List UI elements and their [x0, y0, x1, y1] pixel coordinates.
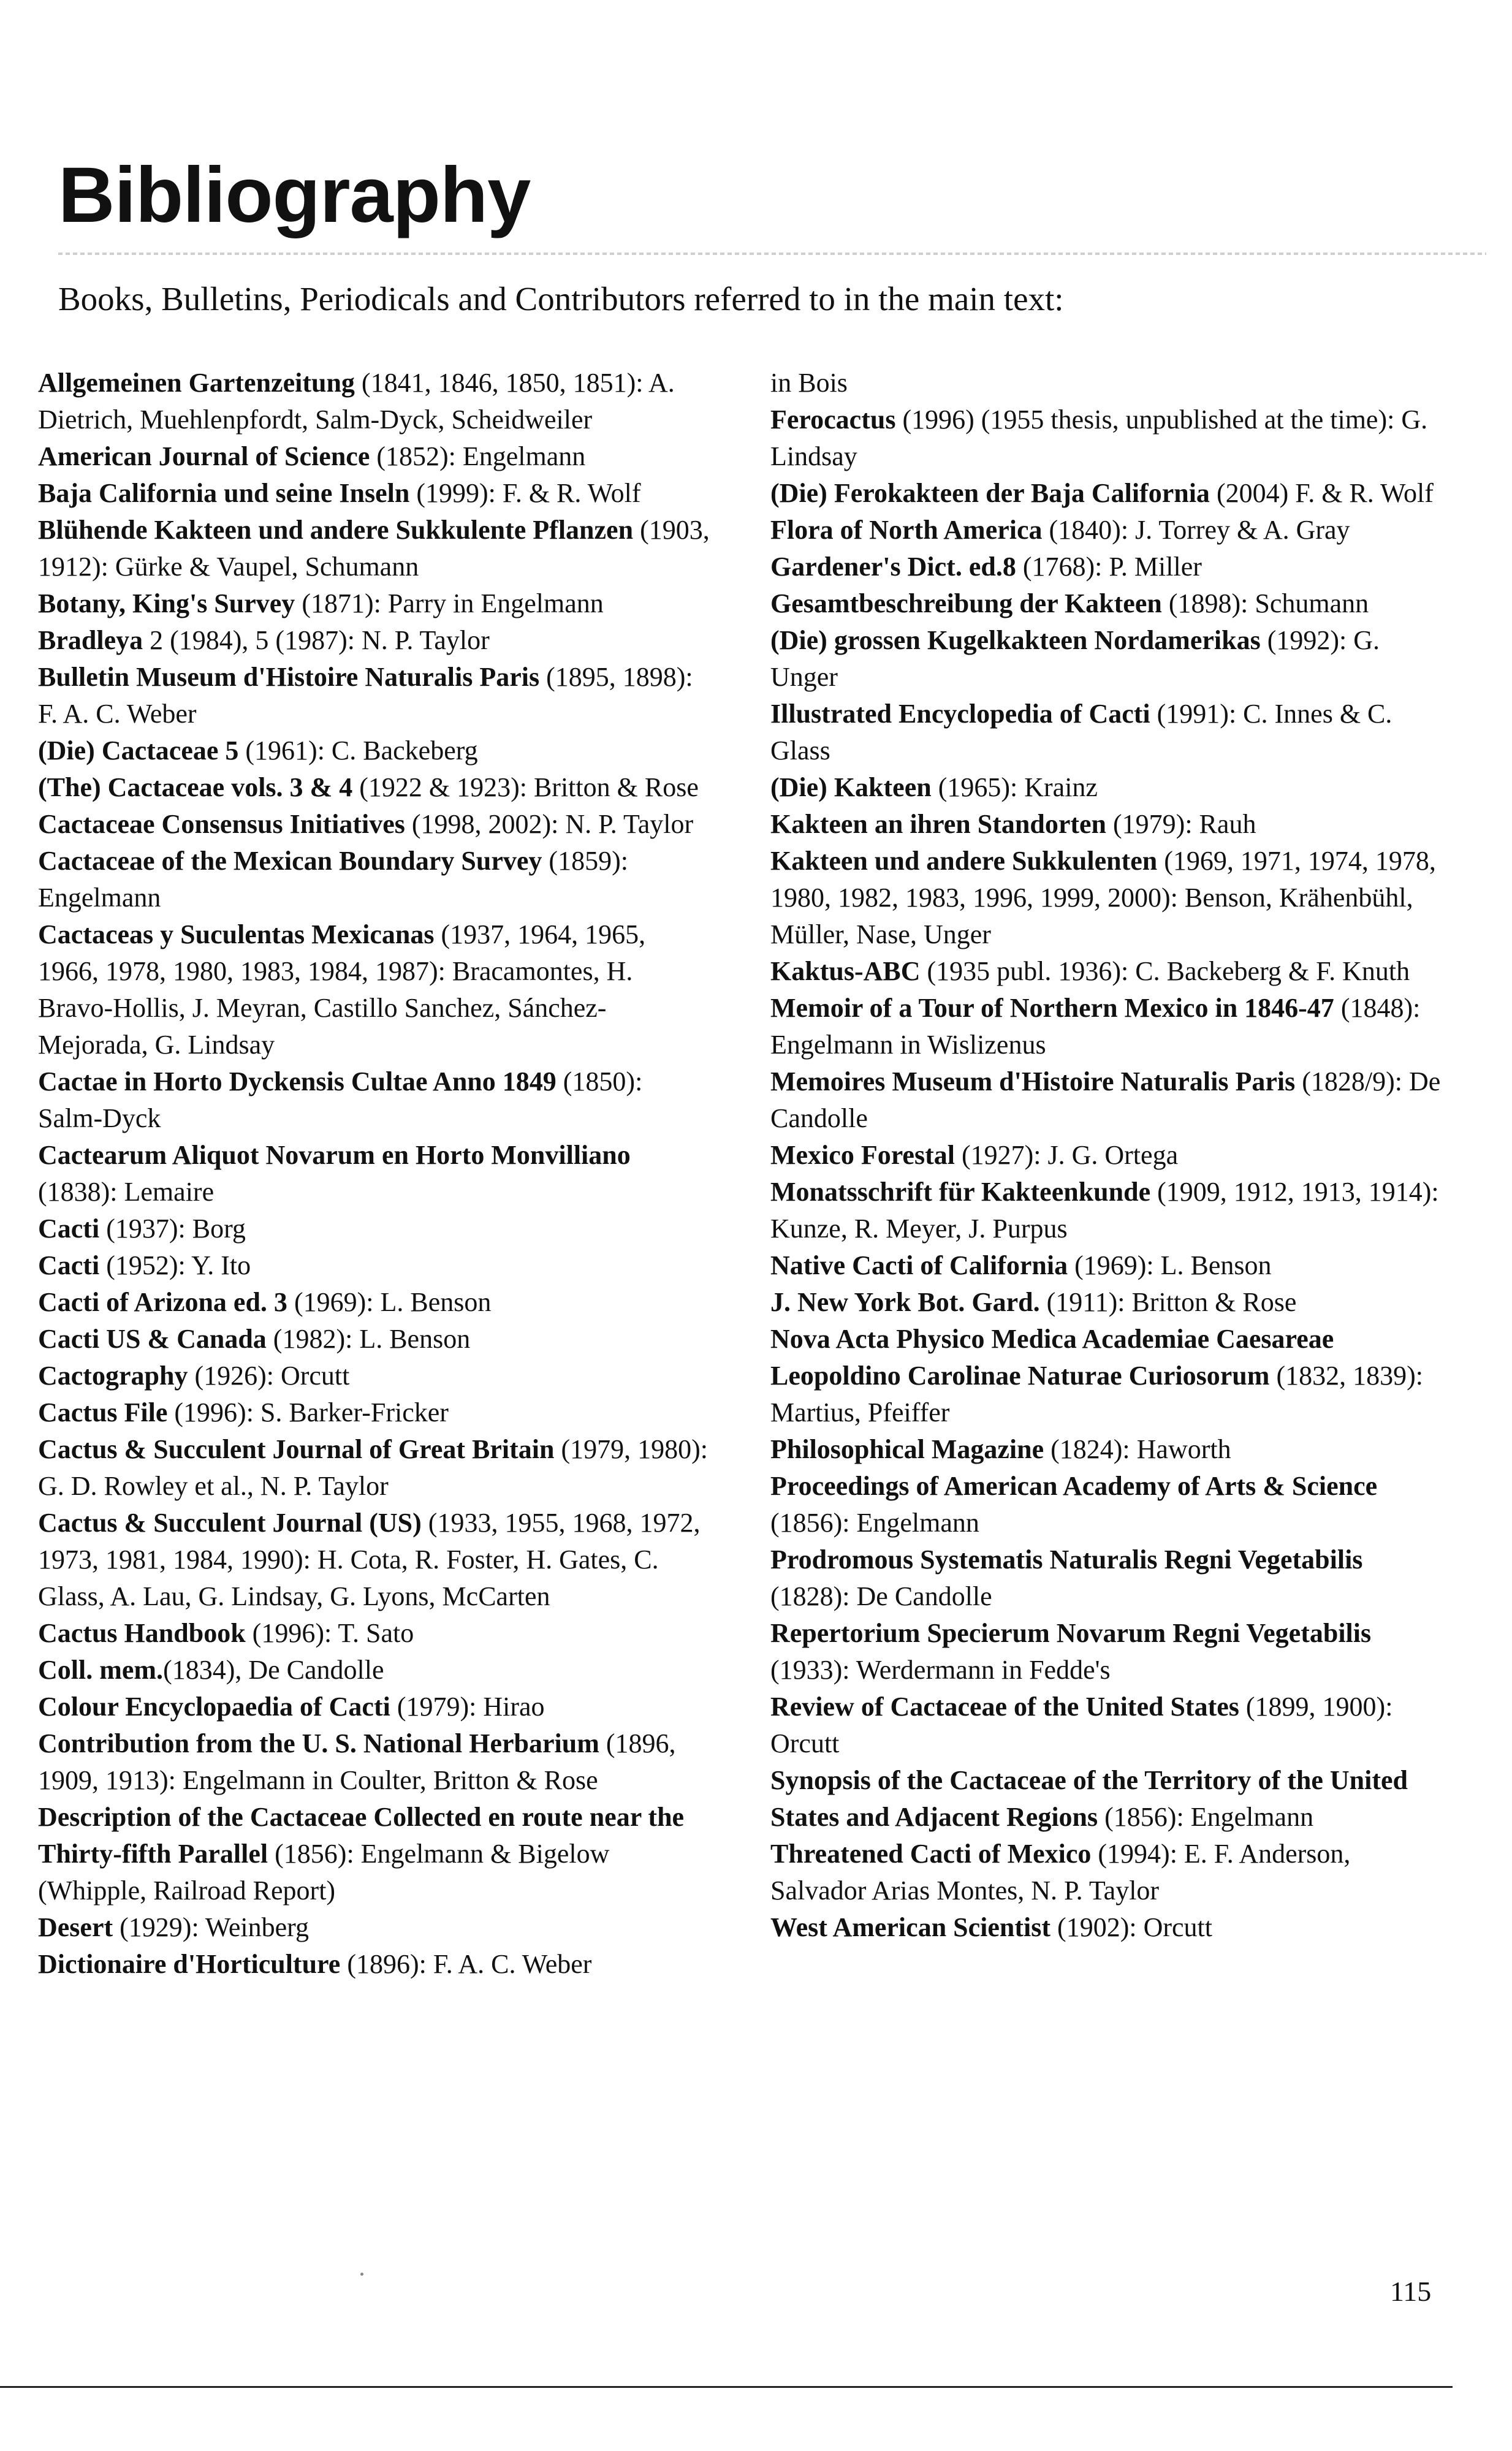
entry-title: Allgemeinen Gartenzeitung [38, 368, 355, 398]
entry-title: Cactae in Horto Dyckensis Cultae Anno 1849 [38, 1066, 557, 1096]
entry-details: (1852): Engelmann [370, 441, 586, 471]
entry-details: (1933, 1955, 1968, 1972, 1973, 1981, 1984, 1990): H. Cota, R. Foster, H. Gates, C. Glass, A. Lau, G. Lindsay, G. Lyons, McCarten [38, 1508, 701, 1611]
bibliography-entry [38, 1652, 712, 1689]
entry-details: (1994): E. F. Anderson, Salvador Arias Montes, N. P. Taylor [770, 1839, 1351, 1906]
entry-title: (The) Cactaceae vols. 3 & 4 [38, 772, 353, 802]
entry-details: (1850): Salm-Dyck [38, 1066, 643, 1133]
entry-details: (1979): Hirao [390, 1692, 545, 1722]
bibliography-entry [38, 732, 712, 769]
entry-details: (1991): C. Innes & C. Glass [770, 699, 1392, 766]
entry-title: Cactus Handbook [38, 1618, 246, 1648]
entry-title: Botany, King's Survey [38, 588, 295, 618]
bibliography-entry [38, 916, 712, 1063]
entry-title: Cactaceae Consensus Initiatives [38, 809, 405, 839]
entry-title: Kakteen und andere Sukkulenten [770, 846, 1158, 876]
entry-title: American Journal of Science [38, 441, 370, 471]
bibliography-entry [38, 1394, 712, 1431]
bibliography-entry [770, 1321, 1445, 1431]
entry-details: (1859): Engelmann [38, 846, 628, 913]
entry-title: (Die) Ferokakteen der Baja California [770, 478, 1210, 508]
bibliography-entry [770, 953, 1445, 990]
entry-title: Cactearum Aliquot Novarum en Horto Monvilliano [38, 1140, 631, 1170]
entry-details: (1996): S. Barker-Fricker [167, 1397, 449, 1427]
bibliography-entry [770, 806, 1445, 843]
entry-title: Gardener's Dict. ed.8 [770, 552, 1016, 582]
bibliography-entry [770, 1468, 1445, 1541]
bibliography-entry [38, 843, 712, 916]
entry-title: Cacti of Arizona ed. 3 [38, 1287, 287, 1317]
entry-title: Memoir of a Tour of Northern Mexico in 1846-47 [770, 993, 1334, 1023]
entry-title: Proceedings of American Academy of Arts & Science [770, 1471, 1378, 1501]
bibliography-entry [38, 1909, 712, 1946]
bibliography-entry [38, 1137, 712, 1210]
entry-title: Kaktus-ABC [770, 956, 921, 986]
entry-title: Dictionaire d'Horticulture [38, 1949, 341, 1979]
print-speck [360, 2273, 363, 2276]
entry-title: Cactography [38, 1361, 188, 1391]
entry-details: (1929): Weinberg [113, 1912, 310, 1942]
bibliography-entry [38, 1799, 712, 1909]
bibliography-entry [770, 1063, 1445, 1137]
bibliography-entry [38, 585, 712, 622]
entry-title: Native Cacti of California [770, 1250, 1068, 1280]
entry-details: (2004) F. & R. Wolf [1209, 478, 1434, 508]
entry-title: Cacti [38, 1214, 100, 1244]
entry-details: (1952): Y. Ito [99, 1250, 251, 1280]
entry-title: Prodromous Systematis Naturalis Regni Vegetabilis [770, 1545, 1363, 1575]
bibliography-entry [38, 659, 712, 732]
entry-details: (1856): Engelmann & Bigelow (Whipple, Railroad Report) [38, 1839, 610, 1906]
entry-title: West American Scientist [770, 1912, 1051, 1942]
entry-details: (1982): L. Benson [266, 1324, 471, 1354]
bibliography-entry [38, 1725, 712, 1799]
entry-title: Kakteen an ihren Standorten [770, 809, 1107, 839]
entry-title: Flora of North America [770, 515, 1043, 545]
bibliography-entry [38, 1284, 712, 1321]
bibliography-entry [38, 1210, 712, 1247]
left-column [38, 365, 712, 1983]
entry-details: (1828/9): De Candolle [770, 1066, 1441, 1133]
entry-details: (1979): Rauh [1106, 809, 1256, 839]
entry-title: Gesamtbeschreibung der Kakteen [770, 588, 1162, 618]
entry-title: Cactus & Succulent Journal of Great Britain [38, 1434, 555, 1464]
entry-details: (1961): C. Backeberg [238, 735, 478, 766]
entry-details: (1979, 1980): G. D. Rowley et al., N. P. Taylor [38, 1434, 709, 1501]
entry-details: (1935 publ. 1936): C. Backeberg & F. Knuth [920, 956, 1410, 986]
entry-title: Contribution from the U. S. National Herbarium [38, 1728, 599, 1758]
bibliography-entry [770, 512, 1445, 549]
bibliography-entry [38, 1247, 712, 1284]
entry-details: (1824): Haworth [1044, 1434, 1231, 1464]
entry-details: (1828): De Candolle [770, 1581, 992, 1611]
bibliography-entry [770, 1431, 1445, 1468]
bibliography-entry [770, 843, 1445, 953]
entry-title: Review of Cactaceae of the United States [770, 1692, 1239, 1722]
entry-title: Cactaceae of the Mexican Boundary Survey [38, 846, 542, 876]
bibliography-entry [770, 622, 1445, 696]
entry-title: Cacti US & Canada [38, 1324, 267, 1354]
entry-details: in Bois [770, 368, 848, 398]
entry-title: Synopsis of the Cactaceae of the Territory of the United States and Adjacent Regions [770, 1765, 1408, 1832]
bibliography-entry [38, 1063, 712, 1137]
bibliography-entry [770, 1137, 1445, 1174]
bibliography-entry [770, 696, 1445, 769]
entry-details: (1848): Engelmann in Wislizenus [770, 993, 1421, 1060]
entry-title: (Die) Kakteen [770, 772, 932, 802]
entry-title: Bulletin Museum d'Histoire Naturalis Paris [38, 662, 540, 692]
entry-title: Cactaceas y Suculentas Mexicanas [38, 919, 435, 949]
bibliography-entry [38, 806, 712, 843]
entry-details: (1896, 1909, 1913): Engelmann in Coulter, Britton & Rose [38, 1728, 676, 1795]
bibliography-entry [770, 1247, 1445, 1284]
entry-title: Baja California und seine Inseln [38, 478, 410, 508]
bibliography-entry [38, 512, 712, 585]
entry-title: (Die) Cactaceae 5 [38, 735, 239, 766]
page-number: 115 [1390, 2276, 1432, 2307]
entry-title: Mexico Forestal [770, 1140, 955, 1170]
bibliography-entry [770, 1174, 1445, 1247]
entry-details: (1838): Lemaire [38, 1177, 215, 1207]
entry-details: (1922 & 1923): Britton & Rose [352, 772, 699, 802]
entry-details: (1871): Parry in Engelmann [295, 588, 604, 618]
bibliography-entry [38, 1431, 712, 1505]
entry-title: Cacti [38, 1250, 100, 1280]
bibliography-entry [770, 1689, 1445, 1762]
right-column [770, 365, 1445, 1946]
entry-details: (1937): Borg [99, 1214, 246, 1244]
bibliography-entry [38, 475, 712, 512]
entry-title: Bradleya [38, 625, 143, 655]
bibliography-entry [38, 1505, 712, 1615]
entry-details: (1937, 1964, 1965, 1966, 1978, 1980, 1983, 1984, 1987): Bracamontes, H. Bravo-Hollis, J. Meyran, Castillo Sanchez, Sánchez-Mejorada, G. Lindsay [38, 919, 646, 1060]
entry-details: (1911): Britton & Rose [1039, 1287, 1297, 1317]
entry-details: (1899, 1900): Orcutt [770, 1692, 1393, 1758]
entry-title: J. New York Bot. Gard. [770, 1287, 1040, 1317]
entry-title: Memoires Museum d'Histoire Naturalis Paris [770, 1066, 1296, 1096]
bibliography-entry [770, 365, 1445, 401]
entry-title: Repertorium Specierum Novarum Regni Vegetabilis [770, 1618, 1372, 1648]
bibliography-entry [770, 1284, 1445, 1321]
bibliography-entry [38, 438, 712, 475]
bibliography-entry [770, 1762, 1445, 1836]
entry-title: Cactus File [38, 1397, 168, 1427]
bibliography-entry [770, 401, 1445, 475]
entry-title: Blühende Kakteen und andere Sukkulente Pflanzen [38, 515, 634, 545]
entry-details: (1898): Schumann [1161, 588, 1369, 618]
bibliography-entry [38, 1689, 712, 1725]
bibliography-entry [770, 769, 1445, 806]
entry-details: (1840): J. Torrey & A. Gray [1042, 515, 1350, 545]
entry-title: Coll. mem. [38, 1655, 164, 1685]
bibliography-entry [38, 1946, 712, 1983]
bibliography-entry [770, 1909, 1445, 1946]
bibliography-entry [770, 1836, 1445, 1909]
entry-details: (1903, 1912): Gürke & Vaupel, Schumann [38, 515, 710, 582]
entry-details: (1999): F. & R. Wolf [409, 478, 641, 508]
entry-details: (1856): Engelmann [770, 1508, 979, 1538]
bibliography-entry [38, 622, 712, 659]
entry-details: (1933): Werdermann in Fedde's [770, 1655, 1111, 1685]
bibliography-entry [770, 990, 1445, 1063]
entry-title: Nova Acta Physico Medica Academiae Caesareae Leopoldino Carolinae Naturae Curiosorum [770, 1324, 1334, 1391]
entry-details: (1895, 1898): F. A. C. Weber [38, 662, 693, 729]
entry-title: Monatsschrift für Kakteenkunde [770, 1177, 1151, 1207]
entry-title: Description of the Cactaceae Collected en route near the Thirty-fifth Parallel [38, 1802, 685, 1869]
entry-details: (1909, 1912, 1913, 1914): Kunze, R. Meyer, J. Purpus [770, 1177, 1439, 1244]
entry-details: (1969): L. Benson [1068, 1250, 1272, 1280]
bibliography-entry [770, 585, 1445, 622]
entry-details: (1996): T. Sato [245, 1618, 414, 1648]
entry-details: (1965): Krainz [931, 772, 1098, 802]
entry-details: (1902): Orcutt [1050, 1912, 1212, 1942]
entry-title: Philosophical Magazine [770, 1434, 1044, 1464]
bibliography-entry [770, 475, 1445, 512]
entry-details: 2 (1984), 5 (1987): N. P. Taylor [143, 625, 490, 655]
entry-title: Colour Encyclopaedia of Cacti [38, 1692, 390, 1722]
entry-title: Illustrated Encyclopedia of Cacti [770, 699, 1150, 729]
bibliography-entry [38, 1615, 712, 1652]
entry-details: (1996) (1955 thesis, unpublished at the time): G. Lindsay [770, 405, 1428, 471]
entry-details: (1992): G. Unger [770, 625, 1380, 692]
entry-title: Desert [38, 1912, 113, 1942]
bibliography-entry [38, 365, 712, 438]
entry-details: (1969): L. Benson [287, 1287, 492, 1317]
entry-title: (Die) grossen Kugelkakteen Nordamerikas [770, 625, 1261, 655]
bibliography-entry [38, 769, 712, 806]
entry-details: (1927): J. G. Ortega [954, 1140, 1179, 1170]
entry-details: (1896): F. A. C. Weber [340, 1949, 592, 1979]
entry-details: (1969, 1971, 1974, 1978, 1980, 1982, 1983, 1996, 1999, 2000): Benson, Krähenbühl, Müller, Nase, Unger [770, 846, 1436, 949]
entry-title: Cactus & Succulent Journal (US) [38, 1508, 422, 1538]
page-subtitle: Books, Bulletins, Periodicals and Contributors referred to in the main text: [58, 280, 1064, 317]
entry-details: (1998, 2002): N. P. Taylor [405, 809, 694, 839]
bibliography-entry [770, 1615, 1445, 1689]
title-rule [58, 253, 1486, 255]
entry-details: (1856): Engelmann [1098, 1802, 1314, 1832]
bibliography-entry [770, 549, 1445, 585]
bottom-rule [0, 2386, 1453, 2388]
entry-details: (1768): P. Miller [1016, 552, 1202, 582]
entry-title: Ferocactus [770, 405, 896, 435]
page-title: Bibliography [58, 151, 531, 239]
bibliography-entry [38, 1358, 712, 1394]
entry-details: (1926): Orcutt [188, 1361, 350, 1391]
entry-title: Threatened Cacti of Mexico [770, 1839, 1092, 1869]
entry-details: (1834), De Candolle [163, 1655, 384, 1685]
bibliography-entry [770, 1541, 1445, 1615]
entry-details: (1841, 1846, 1850, 1851): A. Dietrich, Muehlenpfordt, Salm-Dyck, Scheidweiler [38, 368, 675, 435]
entry-details: (1832, 1839): Martius, Pfeiffer [770, 1361, 1423, 1427]
bibliography-entry [38, 1321, 712, 1358]
